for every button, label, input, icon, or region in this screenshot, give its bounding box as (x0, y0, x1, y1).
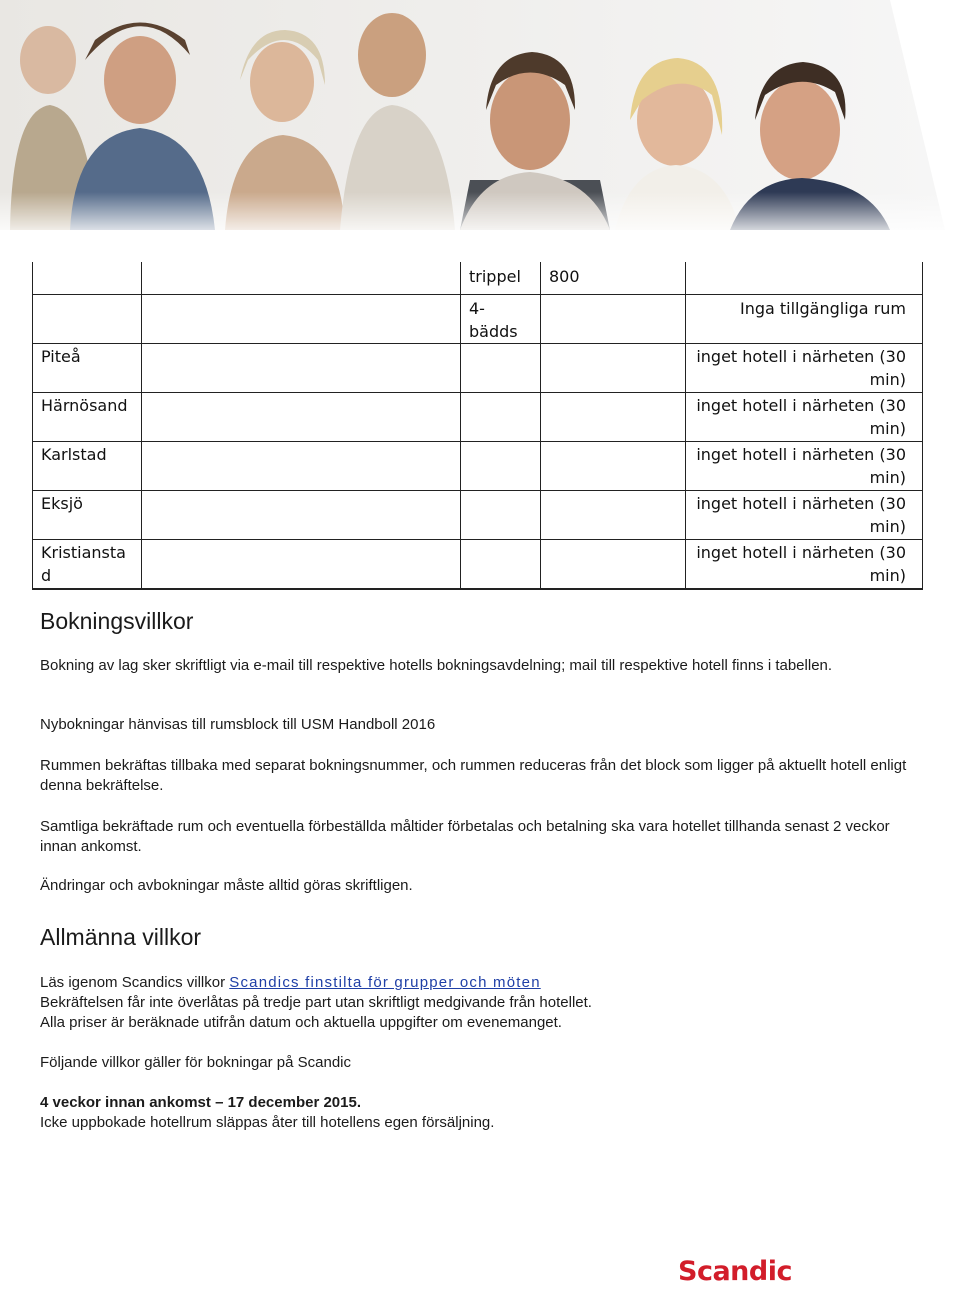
city-cell (33, 491, 142, 540)
booking-paragraph-4: Samtliga bekräftade rum och eventuella förbeställda måltider förbetalas och betalning ska vara hotellet tillhanda senast 2 veckor innan ankomst. (40, 818, 890, 855)
terms-link[interactable]: Scandics finstilta för grupper och möten (229, 974, 541, 991)
room-type-line: bädds (469, 322, 518, 341)
table-row (33, 491, 923, 540)
table-row (33, 540, 923, 590)
table-cell (686, 262, 923, 295)
city-cell (33, 344, 142, 393)
city-name: Härnösand (41, 396, 128, 415)
table-row (33, 295, 923, 344)
status-line: min) (869, 468, 906, 487)
city-name: Eksjö (41, 494, 83, 513)
room-type-cell: trippel (461, 262, 541, 295)
deadline-text: Icke uppbokade hotellrum släppas åter till hotellens egen försäljning. (40, 1114, 495, 1131)
status-cell (686, 393, 923, 442)
table-cell (142, 393, 461, 442)
city-cell (33, 393, 142, 442)
status-line: min) (869, 370, 906, 389)
table-cell (541, 344, 686, 393)
table-cell (142, 442, 461, 491)
price-cell: 800 (541, 262, 686, 295)
table-cell (142, 491, 461, 540)
booking-paragraph-1: Bokning av lag sker skriftligt via e-mail till respektive hotells bokningsavdelning; mail till respektive hotell finns i tabellen. (40, 657, 833, 674)
table-cell (461, 442, 541, 491)
room-type-line: 4- (469, 299, 485, 318)
table-cell (461, 393, 541, 442)
general-read-line (40, 973, 910, 993)
city-cell (33, 540, 142, 590)
table-cell (461, 491, 541, 540)
status-cell (686, 540, 923, 590)
booking-heading: Bokningsvillkor (40, 608, 194, 634)
status-cell (686, 344, 923, 393)
table-cell (461, 344, 541, 393)
table-cell (142, 540, 461, 590)
city-name: d (41, 566, 52, 585)
table-row (33, 393, 923, 442)
hotel-table (32, 262, 923, 590)
city-cell (33, 442, 142, 491)
table-cell (541, 540, 686, 590)
status-line: inget hotell i närheten (30 (696, 347, 906, 366)
city-name: Piteå (41, 347, 81, 366)
table-row (33, 344, 923, 393)
city-name: Kristiansta (41, 543, 126, 562)
table-cell (33, 295, 142, 344)
table-cell (541, 442, 686, 491)
deadline-heading: 4 veckor innan ankomst – 17 december 2015. (40, 1094, 361, 1111)
table-cell (142, 295, 461, 344)
status-line: min) (869, 566, 906, 585)
status-line: min) (869, 419, 906, 438)
table-cell (142, 262, 461, 295)
table-cell (541, 491, 686, 540)
table-cell (541, 393, 686, 442)
table-row (33, 442, 923, 491)
city-name: Karlstad (41, 445, 107, 464)
general-line-2: Bekräftelsen får inte överlåtas på tredje part utan skriftligt medgivande från hotellet. (40, 994, 592, 1011)
status-line: inget hotell i närheten (30 (696, 543, 906, 562)
status-line: min) (869, 517, 906, 536)
booking-paragraph-3: Rummen bekräftas tillbaka med separat bokningsnummer, och rummen reduceras från det block som ligger på aktuellt hotell enligt denna bekräftelse. (40, 757, 907, 794)
booking-paragraph-2: Nybokningar hänvisas till rumsblock till USM Handboll 2016 (40, 716, 436, 733)
status-cell (686, 491, 923, 540)
people-photo-icon (0, 0, 960, 240)
table-cell (541, 295, 686, 344)
status-cell: Inga tillgängliga rum (686, 295, 923, 344)
scandic-logo: Scandic (678, 1256, 792, 1287)
general-following: Följande villkor gäller för bokningar på Scandic (40, 1054, 352, 1071)
status-cell (686, 442, 923, 491)
header-photo (0, 0, 960, 240)
booking-paragraph-5: Ändringar och avbokningar måste alltid göras skriftligen. (40, 877, 413, 894)
table-row (33, 262, 923, 295)
table-cell (142, 344, 461, 393)
room-type-cell (461, 295, 541, 344)
read-prefix: Läs igenom Scandics villkor (40, 974, 230, 991)
status-line: inget hotell i närheten (30 (696, 494, 906, 513)
status-line: inget hotell i närheten (30 (696, 445, 906, 464)
status-line: inget hotell i närheten (30 (696, 396, 906, 415)
table-cell (33, 262, 142, 295)
general-line-3: Alla priser är beräknade utifrån datum och aktuella uppgifter om evenemanget. (40, 1014, 562, 1031)
table-cell (461, 540, 541, 590)
general-heading: Allmänna villkor (40, 924, 202, 950)
